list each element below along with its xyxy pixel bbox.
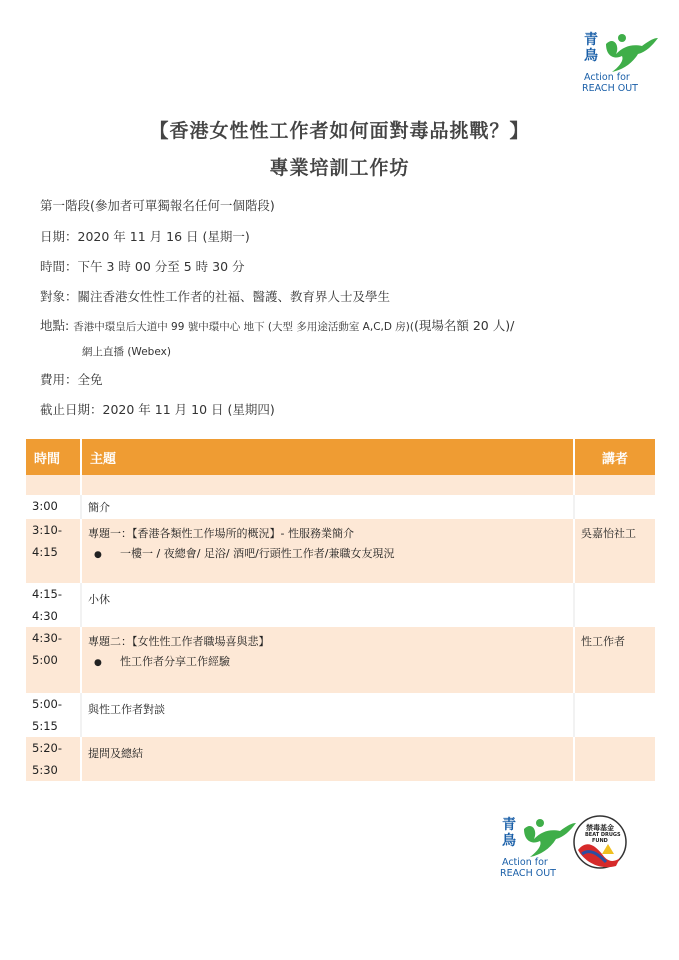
fund-en-line1: BEAT DRUGS	[585, 832, 621, 838]
spacer-row	[26, 475, 655, 495]
row-speaker	[574, 495, 655, 519]
row-topic: 小休	[81, 583, 574, 627]
logo-en-line2: REACH OUT	[500, 868, 556, 879]
row-speaker	[574, 693, 655, 737]
logo-cn-char-2: 鳥	[584, 48, 598, 64]
header-speaker: 講者	[574, 439, 655, 475]
fund-cn-name: 禁毒基金	[586, 824, 614, 832]
logo-en-line2: REACH OUT	[582, 83, 638, 94]
venue-line	[40, 316, 514, 334]
logo-en-line1: Action for	[502, 857, 548, 868]
row-speaker	[574, 583, 655, 627]
page-subtitle: 專業培訓工作坊	[269, 157, 410, 179]
schedule-table	[26, 439, 655, 781]
row-time: 3:10- 4:15	[26, 519, 81, 583]
bird-icon	[516, 815, 576, 861]
stage-line: 第一階段(參加者可單獨報名任何一個階段)	[40, 198, 275, 213]
table-row	[26, 583, 655, 627]
row-speaker	[574, 737, 655, 781]
date-line: 日期：2020 年 11 月 16 日 (星期一)	[40, 229, 250, 244]
audience-line: 對象：關注香港女性性工作者的社福、醫護、教育界人士及學生	[40, 289, 391, 304]
deadline-line: 截止日期：2020 年 11 月 10 日 (星期四)	[40, 402, 275, 417]
fee-line: 費用：全免	[40, 372, 103, 387]
row-topic: 專題一：【香港各類性工作場所的概況】- 性服務業簡介 ● 一樓一 / 夜總會/ 足浴/ 酒吧/行頭性工作者/兼職女友現況	[81, 519, 574, 583]
row-topic: 與性工作者對談	[81, 693, 574, 737]
schedule-header-row	[26, 439, 655, 475]
logo-en-line1: Action for	[584, 72, 630, 83]
header-time: 時間	[26, 439, 81, 475]
row-topic: 提問及總結	[81, 737, 574, 781]
venue-quota: (現場名額 20 人)/	[414, 318, 515, 333]
bullet-icon: ●	[94, 658, 102, 668]
table-row	[26, 737, 655, 781]
reach-out-logo-top	[578, 30, 658, 96]
bird-icon	[598, 30, 658, 76]
logo-cn-char-1: 青	[502, 817, 516, 833]
logo-cn-char-2: 鳥	[502, 833, 516, 849]
row-time: 5:20- 5:30	[26, 737, 81, 781]
venue-label: 地點:	[40, 318, 70, 333]
table-row	[26, 627, 655, 693]
row-speaker: 吳嘉怡社工	[574, 519, 655, 583]
logo-cn-char-1: 青	[584, 32, 598, 48]
table-row	[26, 519, 655, 583]
row-time: 5:00- 5:15	[26, 693, 81, 737]
row-time: 4:30- 5:00	[26, 627, 81, 693]
row-time: 4:15- 4:30	[26, 583, 81, 627]
bullet-icon: ●	[94, 550, 102, 560]
table-row	[26, 693, 655, 737]
venue-detail: 香港中環皇后大道中 99 號中環中心 地下 (大型 多用途活動室 A,C,D 房)(	[73, 321, 414, 333]
table-row	[26, 495, 655, 519]
header-topic: 主題	[81, 439, 574, 475]
page-title: 【香港女性性工作者如何面對毒品挑戰？】	[149, 120, 530, 142]
venue-online-line: 網上直播 (Webex)	[82, 346, 171, 358]
row-speaker: 性工作者	[574, 627, 655, 693]
fund-en-line2: FUND	[592, 838, 608, 844]
time-line: 時間：下午 3 時 00 分至 5 時 30 分	[40, 259, 245, 274]
reach-out-logo-bottom	[496, 815, 576, 881]
row-topic: 專題二：【女性性工作者職場喜與悲】 ● 性工作者分享工作經驗	[81, 627, 574, 693]
beat-drugs-fund-logo	[572, 814, 628, 870]
row-time: 3:00	[26, 495, 81, 519]
row-topic: 簡介	[81, 495, 574, 519]
